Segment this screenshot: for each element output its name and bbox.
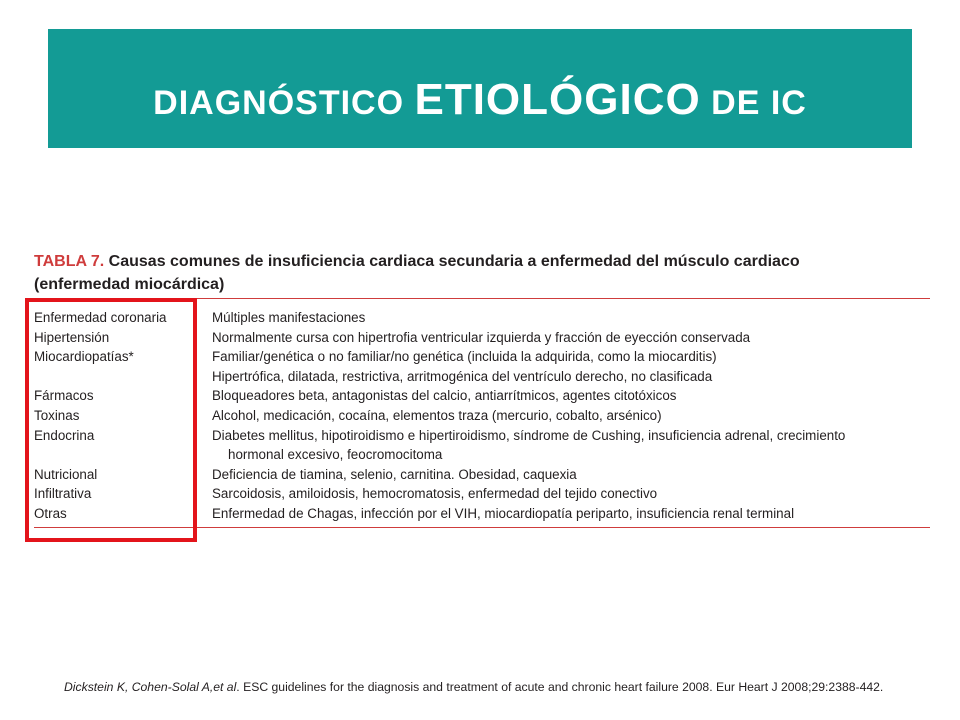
table-title-line-1 (34, 250, 930, 273)
row-detail: Múltiples manifestaciones (212, 310, 366, 325)
citation (64, 680, 883, 694)
row-cause: Miocardiopatías* (34, 349, 134, 365)
table-caption-text: Causas comunes de insuficiencia cardiaca secundaria a enfermedad del músculo cardiaco (104, 253, 800, 270)
row-cause: Fármacos (34, 388, 94, 404)
citation-authors: Dickstein K, Cohen-Solal A,et al (64, 680, 237, 694)
slide-title (153, 75, 807, 125)
row-detail: Bloqueadores beta, antagonistas del calcio, antiarrítmicos, agentes citotóxicos (212, 388, 677, 404)
table-title-line-2: (enfermedad miocárdica) (34, 276, 225, 293)
row-detail: Diabetes mellitus, hipotiroidismo e hipertiroidismo, síndrome de Cushing, insuficiencia adrenal, crecimiento (212, 427, 846, 443)
title-banner (48, 29, 912, 148)
table-label: TABLA 7. (34, 253, 105, 270)
row-detail: Alcohol, medicación, cocaína, elementos traza (mercurio, cobalto, arsénico) (212, 407, 662, 423)
row-cause: Otras (34, 505, 67, 521)
row-detail: hormonal excesivo, feocromocitoma (228, 447, 443, 463)
row-cause: Enfermedad coronaria (34, 310, 167, 325)
row-detail: Sarcoidosis, amiloidosis, hemocromatosis, enfermedad del tejido conectivo (212, 486, 658, 502)
row-cause: Hipertensión (34, 329, 110, 345)
row-cause: Toxinas (34, 407, 80, 423)
title-part-etiologico: ETIOLÓGICO (414, 74, 701, 124)
row-cause: Nutricional (34, 466, 98, 482)
row-detail: Enfermedad de Chagas, infección por el VIH, miocardiopatía periparto, insuficiencia renal terminal (212, 505, 795, 521)
title-part-diagnostico: DIAGNÓSTICO (153, 83, 415, 122)
row-detail: Familiar/genética o no familiar/no genética (incluida la adquirida, como la miocarditis) (212, 349, 717, 365)
highlight-box (25, 298, 197, 542)
title-part-de-ic: DE IC (700, 83, 807, 122)
row-cause: Infiltrativa (34, 486, 92, 502)
row-detail: Deficiencia de tiamina, selenio, carnitina. Obesidad, caquexia (212, 466, 577, 482)
table-caption (34, 250, 930, 296)
row-detail: Hipertrófica, dilatada, restrictiva, arritmogénica del ventrículo derecho, no clasificada (212, 368, 713, 384)
row-cause: Endocrina (34, 427, 95, 443)
citation-text: . ESC guidelines for the diagnosis and treatment of acute and chronic heart failure 2008. Eur Heart J 2008;29:2388-442. (236, 680, 884, 694)
row-detail: Normalmente cursa con hipertrofia ventricular izquierda y fracción de eyección conservada (212, 329, 751, 345)
